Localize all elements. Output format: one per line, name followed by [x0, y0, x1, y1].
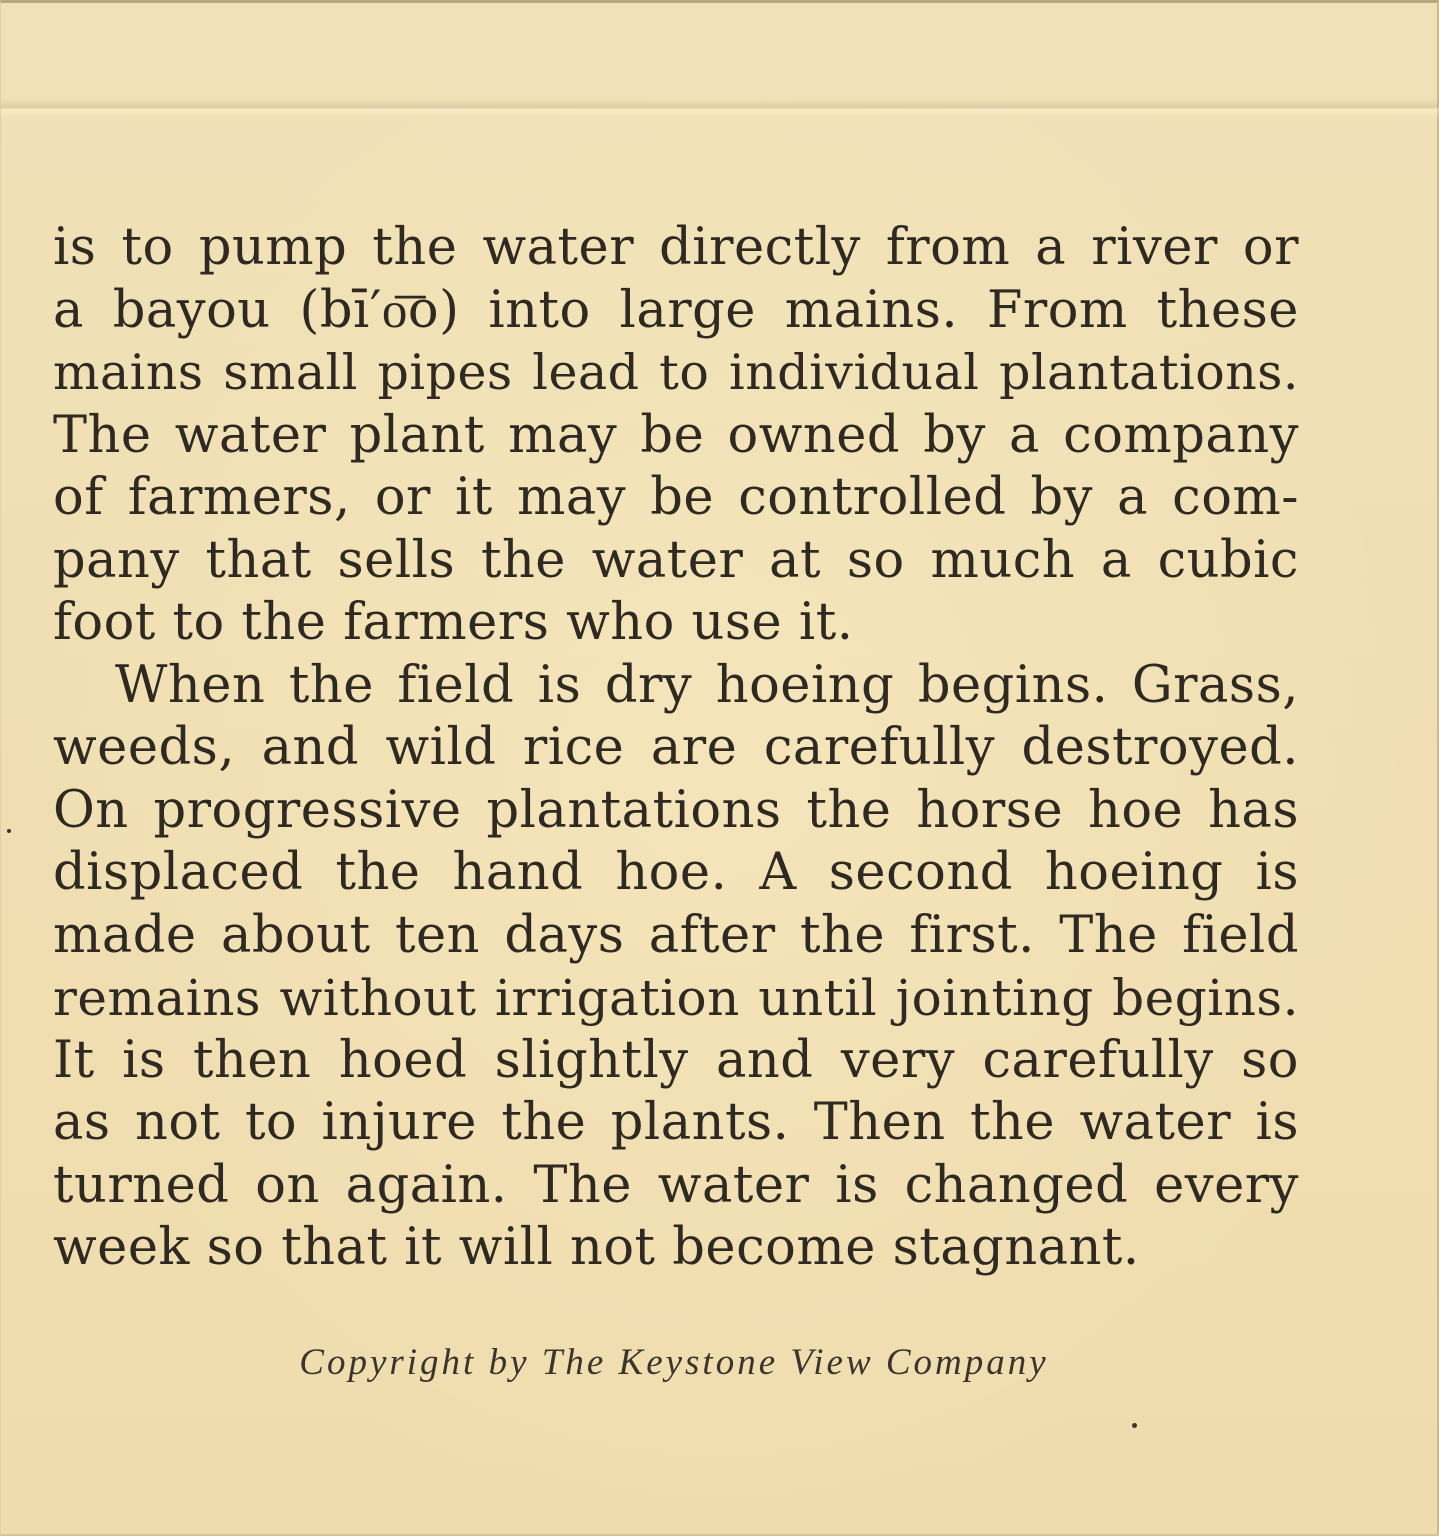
text-line: foot to the farmers who use it. — [53, 593, 854, 652]
ink-speck — [1132, 1423, 1137, 1428]
text-line: The water plant may be owned by a company — [53, 405, 1299, 465]
text-line: as not to injure the plants. Then the water is — [53, 1093, 1299, 1152]
text-line: is to pump the water directly from a river or — [53, 218, 1299, 277]
paragraph-1 — [53, 217, 1299, 655]
copyright-notice: Copyright by The Keystone View Company — [299, 1342, 1049, 1383]
text-line: weeds, and wild rice are carefully destroyed. — [53, 718, 1299, 777]
text-line: made about ten days after the first. The field — [53, 905, 1299, 965]
paragraph-2 — [53, 655, 1299, 1280]
text-line: displaced the hand hoe. A second hoeing is — [53, 843, 1299, 902]
text-line: of farmers, or it may be controlled by a com- — [53, 468, 1299, 527]
body-text — [53, 217, 1299, 1280]
text-line: It is then hoed slightly and very carefully so — [53, 1030, 1299, 1090]
text-line: pany that sells the water at so much a cubic — [53, 530, 1299, 590]
text-line: On progressive plantations the horse hoe has — [53, 780, 1299, 840]
card-crease — [1, 99, 1439, 117]
ink-speck — [7, 829, 11, 833]
text-line: week so that it will not become stagnant. — [53, 1218, 1140, 1277]
text-line: a bayou (bī′o͞o) into large mains. From these — [53, 280, 1299, 340]
text-line: mains small pipes lead to individual plantations. — [53, 344, 1299, 401]
text-line: turned on again. The water is changed every — [53, 1155, 1299, 1215]
text-line: remains without irrigation until jointing begins. — [53, 969, 1299, 1027]
text-line: When the field is dry hoeing begins. Grass, — [115, 655, 1299, 715]
